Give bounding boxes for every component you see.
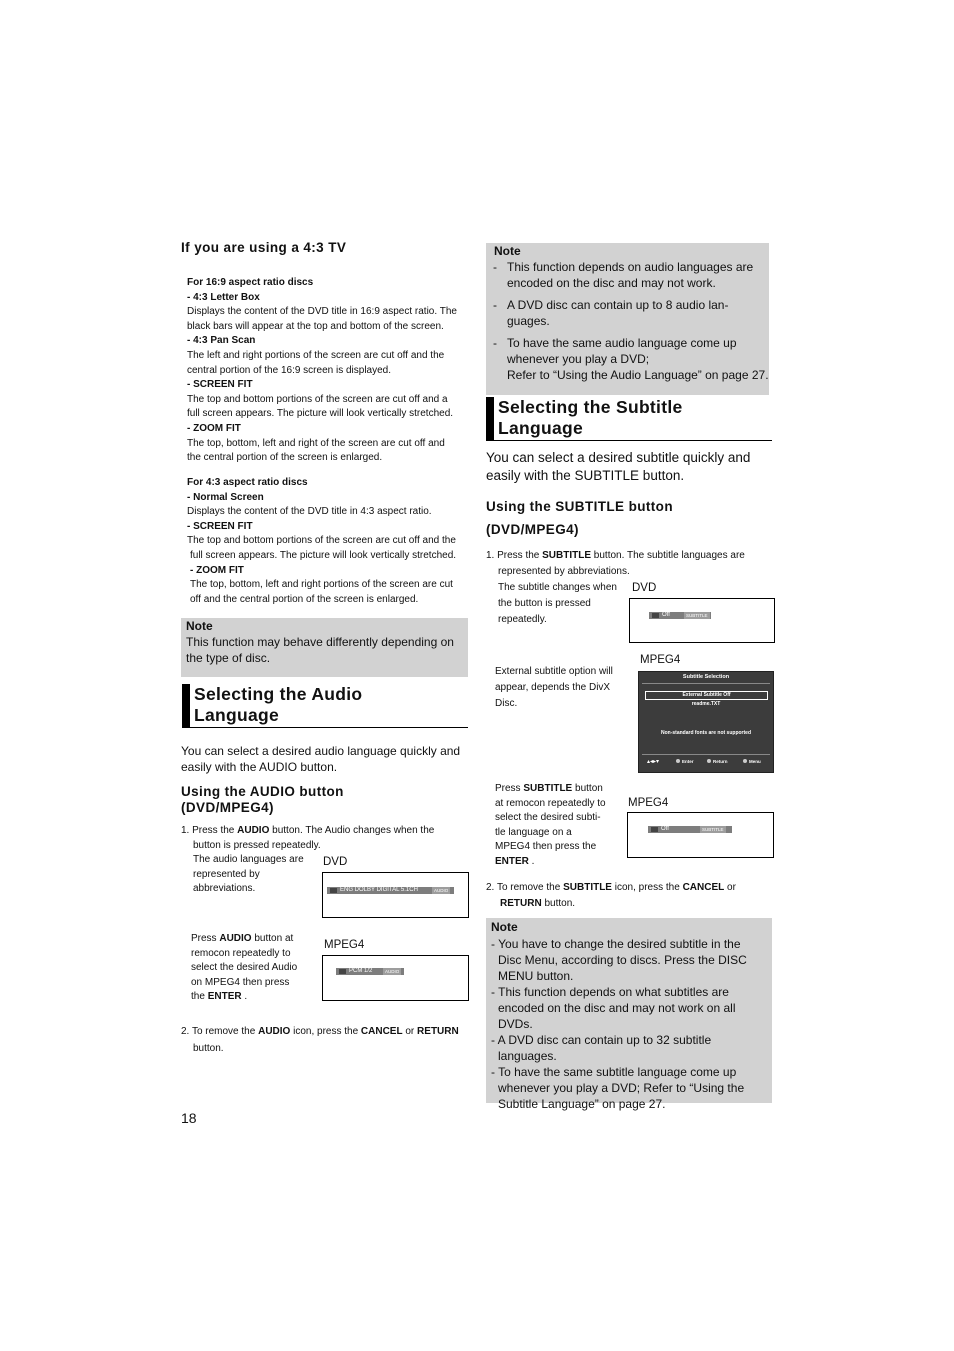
mpeg4-label: MPEG4 <box>324 939 365 951</box>
menu-option-external-off[interactable]: External Subtitle Off <box>645 691 768 700</box>
aspect-ratio-descriptions <box>187 276 472 466</box>
step-text: icon, press the <box>290 1026 361 1037</box>
audio-step-2 <box>181 1023 471 1057</box>
note-line: whenever you play a DVD; Refer to “Using the <box>498 1081 745 1095</box>
intro-line: You can select a desired subtitle quickly and <box>486 450 751 465</box>
subheading-line: Using the SUBTITLE button <box>486 499 673 514</box>
step-text: button. <box>541 898 576 909</box>
osd-tag: SUBTITLE <box>686 613 708 618</box>
step-line: button. <box>193 1043 224 1054</box>
note-line: languages. <box>498 1049 557 1063</box>
note-line: the type of disc. <box>186 651 271 665</box>
ext-line: External subtitle option will <box>495 666 613 677</box>
subtitle-subheading <box>486 495 673 541</box>
audio-subheading <box>181 784 344 816</box>
osd-tag: AUDIO <box>434 888 449 893</box>
step-text: icon, press the <box>611 882 683 893</box>
note-line: whenever you play a DVD; <box>507 352 650 366</box>
nav-arrows-icon: ▴◂▸▾ <box>647 759 660 765</box>
page-number: 18 <box>181 1110 197 1126</box>
instr-keyword: ENTER <box>495 855 529 867</box>
instr-keyword: AUDIO <box>219 933 252 944</box>
subheading-line: (DVD/MPEG4) <box>181 800 274 815</box>
step-line: represented by abbreviations. <box>498 566 630 577</box>
ext-line: appear, depends the DivX <box>495 682 611 693</box>
group-43-title: For 4:3 aspect ratio discs <box>187 477 308 488</box>
dvd-label: DVD <box>323 856 348 868</box>
step-text: 1. Press the <box>181 825 238 836</box>
step-text: or <box>724 882 736 893</box>
step-text: 2. To remove the <box>181 1026 259 1037</box>
return-button-icon <box>707 759 711 763</box>
step-keyword: AUDIO <box>258 1026 291 1037</box>
letterbox-title: - 4:3 Letter Box <box>187 291 260 303</box>
step-line: repeatedly. <box>498 614 547 625</box>
menu-divider <box>642 754 770 755</box>
menu-file-item[interactable]: readme.TXT <box>691 701 721 707</box>
step-keyword: CANCEL <box>682 882 725 893</box>
dvd-label: DVD <box>632 582 657 594</box>
step-keyword: CANCEL <box>360 1026 403 1037</box>
section-title-line: Language <box>194 704 280 725</box>
dash: - <box>493 298 497 312</box>
subtitle-osd-bar <box>648 826 732 833</box>
subtitle-icon <box>651 827 658 832</box>
mpeg4-label: MPEG4 <box>640 654 681 666</box>
step-text: or <box>402 1026 418 1037</box>
menu-warning: Non-standard fonts are not supported <box>661 730 751 736</box>
menu-title: Subtitle Selection <box>682 674 730 680</box>
hint-text: Enter <box>682 759 694 764</box>
subtitle-icon <box>652 613 659 618</box>
note-list <box>491 936 771 1112</box>
step-keyword: AUDIO <box>237 825 270 836</box>
step-keyword: SUBTITLE <box>542 550 592 561</box>
menu-button-icon <box>743 759 747 763</box>
intro-line: You can select a desired audio language quickly and <box>181 744 461 758</box>
intro-line: easily with the SUBTITLE button. <box>486 468 685 483</box>
aspect-43-descriptions <box>187 476 472 607</box>
subtitle-section-title <box>486 397 772 441</box>
subtitle-selection-menu <box>638 671 774 773</box>
instr-line: remocon repeatedly to <box>191 947 291 959</box>
subtitle-osd-bar <box>649 612 711 619</box>
osd-text: PCM 1/2 <box>349 968 373 974</box>
step-line: the button is pressed <box>498 598 591 609</box>
instr-text: . <box>528 855 535 867</box>
normal-screen-line: Displays the content of the DVD title in 4:3 aspect ratio. <box>187 506 432 518</box>
intro-line: easily with the AUDIO button. <box>181 760 338 774</box>
mpeg4-label: MPEG4 <box>628 797 669 809</box>
step-line: button is pressed repeatedly. <box>193 839 321 851</box>
zoomfit-line: the central portion of the screen is enlarged. <box>187 452 383 464</box>
instr-text: . <box>241 991 248 1003</box>
instr-keyword: SUBTITLE <box>523 783 573 794</box>
subheading-line: Using the AUDIO button <box>181 784 344 799</box>
screenfit-title: - SCREEN FIT <box>187 520 253 532</box>
subtitle-step-2 <box>486 880 776 912</box>
hint-text: Menu <box>749 759 761 764</box>
zoomfit-line: off and the central portion of the screen is enlarged. <box>190 593 419 605</box>
instr-line: tle language on a <box>495 826 572 838</box>
tv-43-heading: If you are using a 4:3 TV <box>181 240 347 255</box>
instr-line: select the desired subti- <box>495 812 601 824</box>
panscan-line: central portion of the 16:9 screen is displayed. <box>187 364 392 376</box>
instr-keyword: ENTER <box>207 991 242 1003</box>
instr-text: Press <box>191 933 220 944</box>
mpeg4-subtitle-screen <box>627 812 774 858</box>
note-line: - A DVD disc can contain up to 32 subtitle <box>491 1033 712 1047</box>
note-line: - To have the same subtitle language come up <box>491 1065 737 1079</box>
note-title: Note <box>186 619 213 633</box>
section-title-line: Language <box>498 417 584 438</box>
audio-osd-bar <box>327 887 454 894</box>
menu-return-hint <box>707 759 728 764</box>
screenfit-title: - SCREEN FIT <box>187 379 253 391</box>
screenfit-line: full screen appears. The picture will look vertically stretched. <box>187 408 454 420</box>
enter-button-icon <box>676 759 680 763</box>
note-line: encoded on the disc and may not work. <box>507 276 716 290</box>
zoomfit-title: - ZOOM FIT <box>187 422 241 434</box>
note-box-subtitle <box>486 918 772 1111</box>
section-title-line: Selecting the Audio <box>194 684 363 704</box>
section-title-line: Selecting the Subtitle <box>498 397 683 417</box>
note-item <box>493 297 769 329</box>
screenfit-line: full screen appears. The picture will look vertically stretched. <box>190 549 457 561</box>
note-line: A DVD disc can contain up to 8 audio lan- <box>507 298 729 312</box>
note-line: Subtitle Language” on page 27. <box>498 1097 666 1111</box>
step-keyword: RETURN <box>500 898 542 909</box>
dash: - <box>493 336 497 350</box>
zoomfit-line: The top, bottom, left and right portions of the screen are cut <box>190 579 453 591</box>
dash: - <box>493 260 497 274</box>
subheading-line: (DVD/MPEG4) <box>486 522 579 537</box>
note-line: This function depends on audio languages are <box>507 260 754 274</box>
step-text: 2. To remove the <box>486 882 564 893</box>
mpeg4-audio-screen <box>322 955 469 1001</box>
step-text: 1. Press the <box>486 550 543 561</box>
osd-text: Off <box>661 826 669 832</box>
step-line: represented by <box>193 868 260 880</box>
note-line: guages. <box>507 314 550 328</box>
step-text: button. The Audio changes when the <box>269 825 435 836</box>
step-line: The subtitle changes when <box>498 582 617 593</box>
subtitle-intro <box>486 449 776 485</box>
screenfit-line: The top and bottom portions of the screen are cut off and a <box>187 393 448 405</box>
step-line: abbreviations. <box>193 883 256 895</box>
group-169-title: For 16:9 aspect ratio discs <box>187 277 314 288</box>
screenfit-line: The top and bottom portions of the screen are cut off and the <box>187 535 456 547</box>
audio-osd-bar <box>336 968 404 975</box>
menu-divider <box>642 683 770 684</box>
instr-text: button <box>572 783 603 794</box>
instr-line: at remocon repeatedly to <box>495 797 606 809</box>
letterbox-line: Displays the content of the DVD title in 16:9 aspect ratio. The <box>187 306 457 318</box>
note-line: Refer to “Using the Audio Language” on page 27. <box>507 368 769 382</box>
osd-tag: SUBTITLE <box>702 827 724 832</box>
normal-screen-title: - Normal Screen <box>187 491 264 503</box>
menu-enter-hint <box>676 759 694 764</box>
dvd-audio-screen <box>322 872 469 918</box>
note-line: MENU button. <box>498 969 574 983</box>
step-text: button. The subtitle languages are <box>591 550 745 561</box>
panscan-title: - 4:3 Pan Scan <box>187 335 256 347</box>
external-subtitle-note <box>495 664 630 712</box>
note-line: encoded on the disc and may not work on all DVDs. <box>498 1001 736 1031</box>
osd-text: ENG DOLBY DIGITAL 5.1CH <box>340 887 418 893</box>
audio-mpeg4-instructions <box>191 932 321 1005</box>
subtitle-mpeg4-instructions <box>495 782 625 870</box>
dvd-subtitle-screen <box>629 598 775 643</box>
letterbox-line: black bars will appear at the top and bottom of the screen. <box>187 320 444 332</box>
audio-section-title <box>182 684 468 728</box>
note-line: Disc Menu, according to discs. Press the DISC <box>498 953 747 967</box>
instr-line: MPEG4 then press the <box>495 841 597 853</box>
step-keyword: SUBTITLE <box>563 882 612 893</box>
instr-line: select the desired Audio <box>191 962 298 974</box>
zoomfit-title: - ZOOM FIT <box>190 564 244 576</box>
osd-text: Off <box>662 612 670 618</box>
hint-text: Return <box>713 759 728 764</box>
note-line: - You have to change the desired subtitle in the <box>491 937 741 951</box>
note-line: This function may behave differently depending on <box>186 635 454 649</box>
instr-text: the <box>191 991 208 1003</box>
audio-intro <box>181 743 471 775</box>
note-item <box>493 335 769 383</box>
note-text <box>186 634 454 666</box>
instr-text: button at <box>251 933 294 944</box>
note-box-left <box>181 618 468 677</box>
instr-text: Press <box>495 783 524 794</box>
panscan-line: The left and right portions of the screen are cut off and the <box>187 349 445 361</box>
speaker-icon <box>339 969 346 974</box>
note-list <box>493 259 769 383</box>
note-box-audio <box>486 243 769 395</box>
note-line: - This function depends on what subtitles are <box>491 985 729 999</box>
note-item <box>493 259 769 291</box>
ext-line: Disc. <box>495 698 518 709</box>
osd-tag: AUDIO <box>385 969 400 974</box>
step-line: The audio languages are <box>193 854 304 866</box>
menu-menu-hint <box>743 759 761 764</box>
step-keyword: RETURN <box>417 1026 459 1037</box>
zoomfit-line: The top, bottom, left and right of the screen are cut off and <box>187 437 445 449</box>
instr-line: on MPEG4 then press <box>191 976 290 988</box>
note-title: Note <box>491 920 518 934</box>
speaker-icon <box>330 888 337 893</box>
note-line: To have the same audio language come up <box>507 336 737 350</box>
note-title: Note <box>494 244 521 258</box>
